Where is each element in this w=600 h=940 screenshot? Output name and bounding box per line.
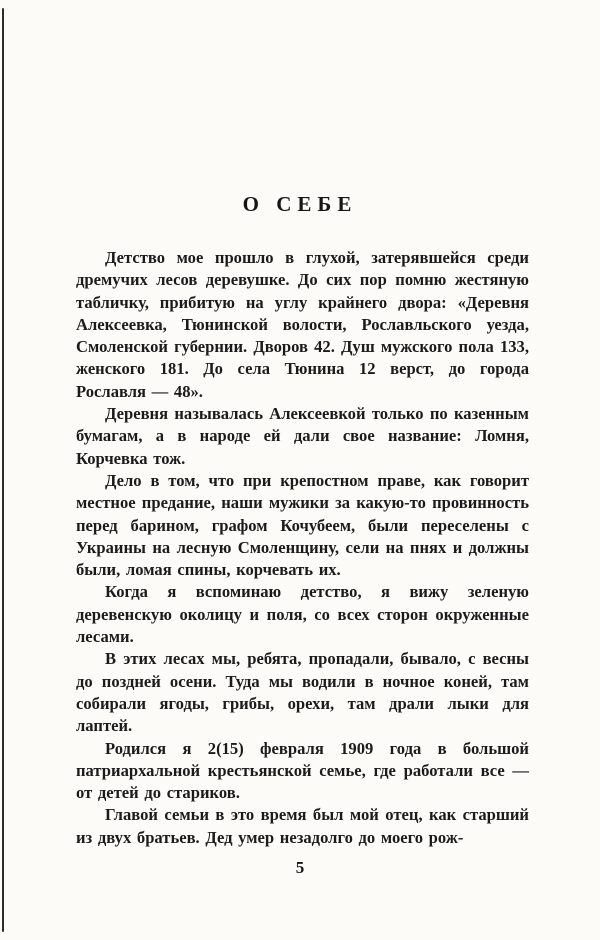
chapter-title: О СЕБЕ <box>242 192 358 216</box>
paragraph: Дело в том, что при крепостном праве, как говорит местное предание, наши мужики за какую-то провинность перед барином, графом Кочубеем, были переселены с Украины на лесную Смоленщину, сели на пнях и должны были, ломая спины, корчевать их. <box>76 470 529 580</box>
paragraph: Главой семьи в это время был мой отец, как старший из двух братьев. Дед умер незадолго до моего рож- <box>76 805 529 847</box>
paragraph: Когда я вспоминаю детство, я вижу зеленую деревенскую околицу и поля, со всех сторон окруженные лесами. <box>76 582 529 647</box>
paragraph: Родился я 2(15) февраля 1909 года в большой патриархальной крестьянской семье, где работали все — от детей до стариков. <box>76 738 529 803</box>
scan-edge-line <box>2 8 4 932</box>
text-block <box>76 247 529 849</box>
paragraph: Деревня называлась Алексеевкой только по казенным бумагам, а в народе ей дали свое название: Ломня, Корчевка тож. <box>76 404 529 468</box>
paragraph: В этих лесах мы, ребята, пропадали, бывало, с весны до поздней осени. Туда мы водили в ночное коней, там собирали ягоды, грибы, орехи, там драли лыки для лаптей. <box>76 649 529 736</box>
page-number: 5 <box>295 858 305 877</box>
paragraph: Детство мое прошло в глухой, затерявшейся среди дремучих лесов деревушке. До сих пор помню жестяную табличку, прибитую на углу крайнего двора: «Деревня Алексеевка, Тюнинской волости, Рославльского уезда, Смоленской губернии. Дворов 42. Душ мужского пола 133, женского 181. До села Тюнина 12 верст, до города Рославля — 48». <box>76 248 529 401</box>
